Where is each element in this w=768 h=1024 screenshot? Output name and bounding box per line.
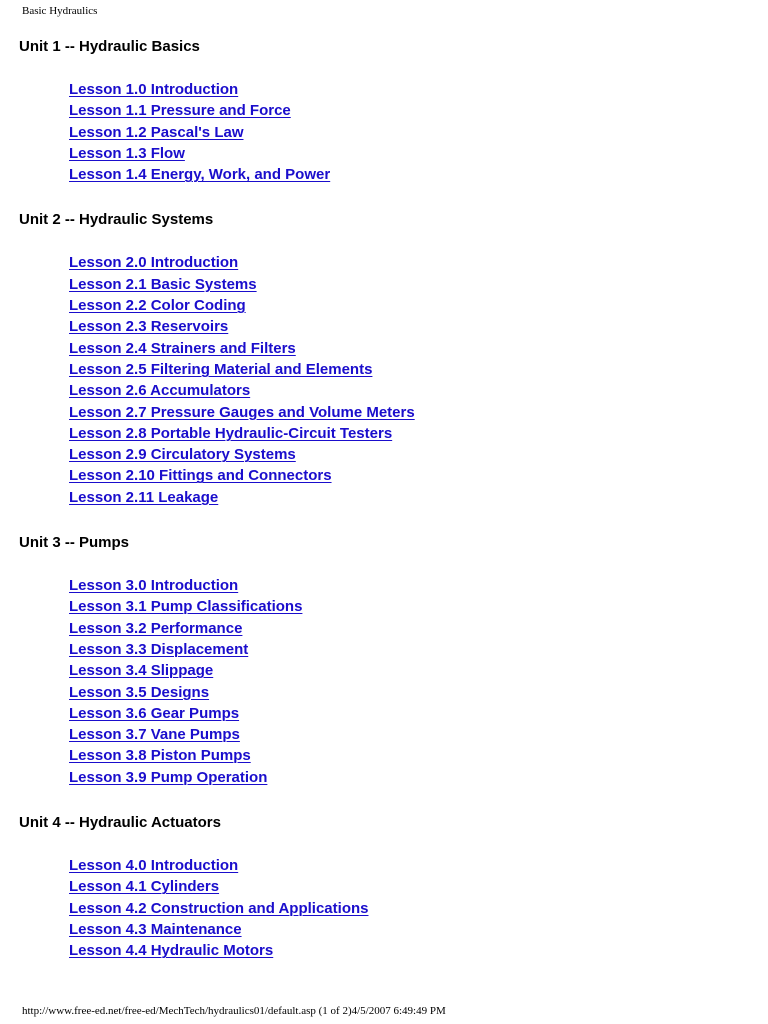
list-item — [69, 164, 739, 185]
unit-2-section — [19, 209, 739, 508]
list-item — [69, 444, 739, 465]
list-item — [69, 252, 739, 273]
list-item — [69, 122, 739, 143]
lesson-link-3-5[interactable]: Lesson 3.5 Designs — [69, 683, 210, 701]
unit-1-lesson-list — [69, 79, 739, 185]
unit-2-lesson-list — [69, 252, 739, 508]
list-item — [69, 940, 739, 961]
unit-4-heading: Unit 4 -- Hydraulic Actuators — [19, 814, 221, 832]
list-item — [69, 724, 739, 745]
lesson-link-2-11[interactable]: Lesson 2.11 Leakage — [69, 488, 219, 506]
list-item — [69, 745, 739, 766]
lesson-link-2-9[interactable]: Lesson 2.9 Circulatory Systems — [69, 446, 296, 464]
print-footer-url: http://www.free-ed.net/free-ed/MechTech/hydraulics01/default.asp (1 of 2)4/5/2007 6:49:49 PM — [22, 1005, 446, 1017]
lesson-link-1-4[interactable]: Lesson 1.4 Energy, Work, and Power — [69, 166, 331, 184]
list-item — [69, 596, 739, 617]
lesson-link-3-3[interactable]: Lesson 3.3 Displacement — [69, 640, 249, 658]
lesson-link-2-6[interactable]: Lesson 2.6 Accumulators — [69, 382, 251, 400]
lesson-link-2-3[interactable]: Lesson 2.3 Reservoirs — [69, 318, 229, 336]
lesson-link-1-1[interactable]: Lesson 1.1 Pressure and Force — [69, 102, 291, 120]
list-item — [69, 316, 739, 337]
list-item — [69, 79, 739, 100]
unit-3-heading: Unit 3 -- Pumps — [19, 534, 130, 552]
lesson-link-3-6[interactable]: Lesson 3.6 Gear Pumps — [69, 704, 240, 722]
list-item — [69, 274, 739, 295]
lesson-link-2-4[interactable]: Lesson 2.4 Strainers and Filters — [69, 339, 296, 357]
list-item — [69, 380, 739, 401]
unit-1-section — [19, 36, 739, 185]
lesson-link-2-7[interactable]: Lesson 2.7 Pressure Gauges and Volume Meters — [69, 403, 415, 421]
lesson-link-4-1[interactable]: Lesson 4.1 Cylinders — [69, 878, 220, 896]
list-item — [69, 618, 739, 639]
lesson-link-4-4[interactable]: Lesson 4.4 Hydraulic Motors — [69, 942, 274, 960]
lesson-link-3-8[interactable]: Lesson 3.8 Piston Pumps — [69, 747, 251, 765]
lesson-link-3-7[interactable]: Lesson 3.7 Vane Pumps — [69, 726, 240, 744]
lesson-link-3-4[interactable]: Lesson 3.4 Slippage — [69, 662, 214, 680]
list-item — [69, 465, 739, 486]
lesson-link-1-2[interactable]: Lesson 1.2 Pascal's Law — [69, 123, 244, 141]
list-item — [69, 575, 739, 596]
list-item — [69, 855, 739, 876]
list-item — [69, 100, 739, 121]
lesson-link-1-3[interactable]: Lesson 1.3 Flow — [69, 144, 185, 162]
lesson-link-2-10[interactable]: Lesson 2.10 Fittings and Connectors — [69, 467, 332, 485]
list-item — [69, 402, 739, 423]
course-contents — [19, 36, 739, 986]
list-item — [69, 295, 739, 316]
lesson-link-2-1[interactable]: Lesson 2.1 Basic Systems — [69, 275, 257, 293]
print-header-title: Basic Hydraulics — [22, 5, 98, 17]
lesson-link-2-8[interactable]: Lesson 2.8 Portable Hydraulic-Circuit Testers — [69, 424, 393, 442]
unit-3-lesson-list — [69, 575, 739, 788]
lesson-link-3-2[interactable]: Lesson 3.2 Performance — [69, 619, 243, 637]
lesson-link-2-0[interactable]: Lesson 2.0 Introduction — [69, 254, 239, 272]
list-item — [69, 876, 739, 897]
list-item — [69, 898, 739, 919]
lesson-link-4-2[interactable]: Lesson 4.2 Construction and Applications — [69, 899, 369, 917]
lesson-link-2-5[interactable]: Lesson 2.5 Filtering Material and Elements — [69, 360, 373, 378]
lesson-link-1-0[interactable]: Lesson 1.0 Introduction — [69, 81, 239, 98]
unit-3-section — [19, 532, 739, 788]
list-item — [69, 143, 739, 164]
list-item — [69, 359, 739, 380]
unit-4-section — [19, 812, 739, 961]
lesson-link-4-3[interactable]: Lesson 4.3 Maintenance — [69, 920, 242, 938]
lesson-link-3-0[interactable]: Lesson 3.0 Introduction — [69, 577, 239, 595]
list-item — [69, 338, 739, 359]
list-item — [69, 919, 739, 940]
list-item — [69, 639, 739, 660]
lesson-link-3-1[interactable]: Lesson 3.1 Pump Classifications — [69, 598, 303, 616]
list-item — [69, 767, 739, 788]
list-item — [69, 682, 739, 703]
lesson-link-2-2[interactable]: Lesson 2.2 Color Coding — [69, 297, 246, 315]
unit-1-heading: Unit 1 -- Hydraulic Basics — [19, 38, 200, 55]
unit-2-heading: Unit 2 -- Hydraulic Systems — [19, 211, 214, 229]
list-item — [69, 487, 739, 508]
list-item — [69, 703, 739, 724]
list-item — [69, 423, 739, 444]
lesson-link-4-0[interactable]: Lesson 4.0 Introduction — [69, 857, 239, 875]
list-item — [69, 660, 739, 681]
lesson-link-3-9[interactable]: Lesson 3.9 Pump Operation — [69, 768, 268, 786]
unit-4-lesson-list — [69, 855, 739, 961]
